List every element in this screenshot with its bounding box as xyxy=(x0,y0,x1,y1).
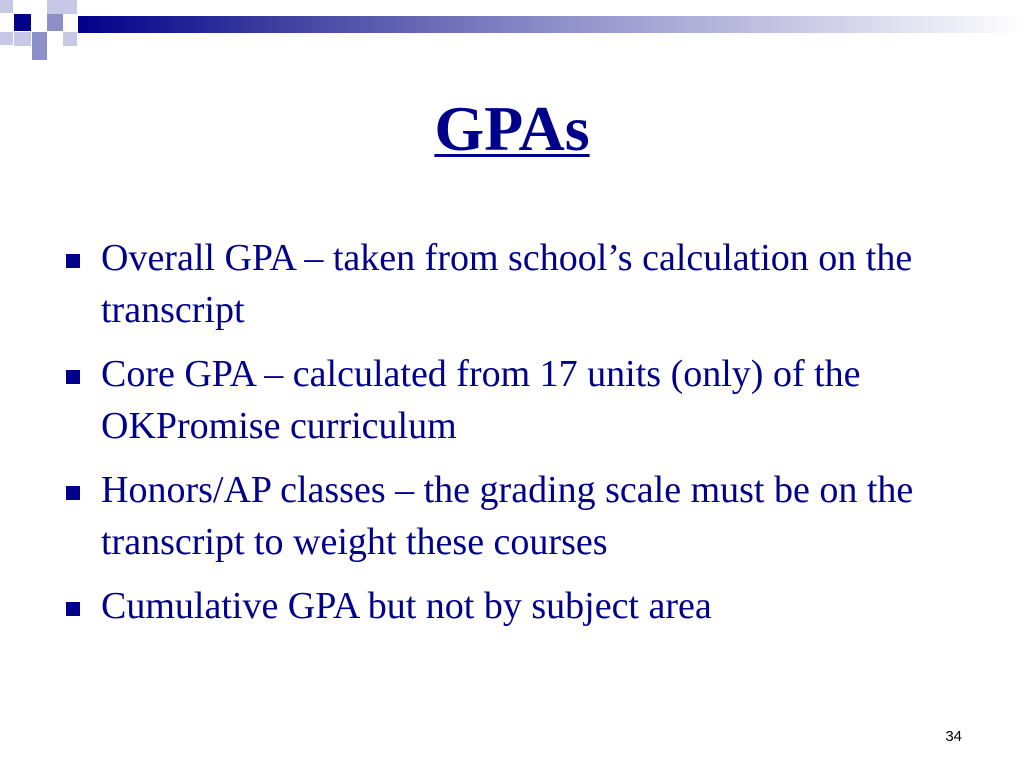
square-bullet-icon xyxy=(66,370,80,384)
bullet-text: Honors/AP classes – the grading scale must be on the transcript to weight these courses xyxy=(101,469,914,563)
bullet-item xyxy=(64,464,964,568)
bullet-item xyxy=(64,580,964,632)
bullet-item xyxy=(64,232,964,336)
square-bullet-icon xyxy=(66,602,80,616)
bullet-text: Overall GPA – taken from school’s calculation on the transcript xyxy=(101,237,913,331)
bullet-text: Core GPA – calculated from 17 units (only) of the OKPromise curriculum xyxy=(101,353,861,447)
top-gradient-bar xyxy=(78,16,1024,33)
square-bullet-icon xyxy=(66,486,80,500)
bullet-list xyxy=(64,232,964,644)
page-number: 34 xyxy=(945,728,962,745)
slide-title: GPAs xyxy=(434,93,590,164)
bullet-item xyxy=(64,348,964,452)
blue-squares-decoration-icon xyxy=(0,0,90,70)
bullet-text: Cumulative GPA but not by subject area xyxy=(101,585,712,627)
square-bullet-icon xyxy=(66,254,80,268)
